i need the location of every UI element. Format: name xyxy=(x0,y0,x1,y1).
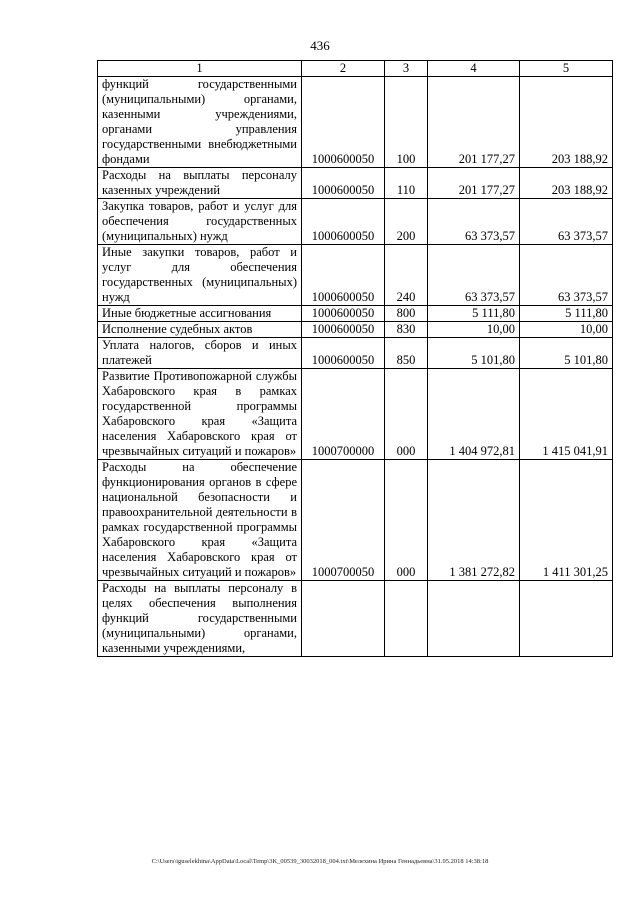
row-name-text: Расходы на обеспечение функционирования органов в сфере национальной безопасности и правоохранительной деятельности в рамках государственной программы Хабаровского края «Защита населения Хабаровского края от чрезвычайных ситуаций и пожаров» xyxy=(102,460,297,579)
table-row xyxy=(98,245,613,306)
row-name-text: Развитие Противопожарной службы Хабаровского края в рамках государственной программы Хабаровского края «Защита населения Хабаровского края от чрезвычайных ситуаций и пожаров» xyxy=(102,369,297,458)
row-sum-1-cell xyxy=(428,581,520,657)
table-header-row xyxy=(98,61,613,77)
column-header: 4 xyxy=(428,61,520,77)
table-row xyxy=(98,306,613,322)
row-code-cell: 1000600050 xyxy=(302,338,385,369)
row-name-text: Уплата налогов, сборов и иных платежей xyxy=(102,338,297,367)
row-name-text: Расходы на выплаты персоналу казенных учреждений xyxy=(102,168,297,197)
table-row xyxy=(98,77,613,168)
row-code-cell: 1000600050 xyxy=(302,245,385,306)
row-code-cell: 1000700050 xyxy=(302,460,385,581)
row-name-text: Иные закупки товаров, работ и услуг для обеспечения государственных (муниципальных) нужд xyxy=(102,245,297,304)
row-type-cell: 240 xyxy=(385,245,428,306)
row-sum-1-cell: 201 177,27 xyxy=(428,77,520,168)
row-sum-2-cell: 5 101,80 xyxy=(520,338,613,369)
row-name-cell xyxy=(98,338,302,369)
row-sum-1-cell: 201 177,27 xyxy=(428,168,520,199)
row-name-text: Расходы на выплаты персоналу в целях обеспечения выполнения функций государственными (муниципальными) органами, казенными учреждениями, xyxy=(102,581,297,655)
row-sum-1-cell: 63 373,57 xyxy=(428,199,520,245)
budget-table xyxy=(97,60,613,657)
row-sum-1-cell: 10,00 xyxy=(428,322,520,338)
row-name-cell xyxy=(98,199,302,245)
row-sum-1-cell: 63 373,57 xyxy=(428,245,520,306)
row-name-cell xyxy=(98,77,302,168)
row-code-cell: 1000600050 xyxy=(302,306,385,322)
row-code-cell: 1000600050 xyxy=(302,199,385,245)
row-sum-2-cell: 5 111,80 xyxy=(520,306,613,322)
row-type-cell: 110 xyxy=(385,168,428,199)
row-code-cell: 1000700000 xyxy=(302,369,385,460)
row-type-cell: 800 xyxy=(385,306,428,322)
row-sum-2-cell: 63 373,57 xyxy=(520,199,613,245)
row-type-cell: 850 xyxy=(385,338,428,369)
row-type-cell: 000 xyxy=(385,369,428,460)
table-row xyxy=(98,581,613,657)
row-sum-2-cell: 10,00 xyxy=(520,322,613,338)
table-row xyxy=(98,338,613,369)
row-name-text: Иные бюджетные ассигнования xyxy=(102,306,272,320)
row-code-cell: 1000600050 xyxy=(302,322,385,338)
table-row xyxy=(98,322,613,338)
row-name-cell xyxy=(98,322,302,338)
row-sum-2-cell: 1 415 041,91 xyxy=(520,369,613,460)
row-sum-2-cell: 63 373,57 xyxy=(520,245,613,306)
row-name-cell xyxy=(98,306,302,322)
row-code-cell: 1000600050 xyxy=(302,77,385,168)
table-row xyxy=(98,199,613,245)
row-code-cell xyxy=(302,581,385,657)
column-header: 3 xyxy=(385,61,428,77)
row-name-cell xyxy=(98,460,302,581)
column-header: 1 xyxy=(98,61,302,77)
column-header: 2 xyxy=(302,61,385,77)
footer-file-path: C:\Users\iguselekhina\AppData\Local\Temp\3K_00539_30032018_004.txt\Мелехина Ирина Геннадьевна\31.05.2018 14:38:18 xyxy=(151,858,489,865)
row-type-cell xyxy=(385,581,428,657)
table-row xyxy=(98,460,613,581)
table-row xyxy=(98,168,613,199)
row-name-cell xyxy=(98,369,302,460)
table-row xyxy=(98,369,613,460)
row-type-cell: 100 xyxy=(385,77,428,168)
row-sum-2-cell: 1 411 301,25 xyxy=(520,460,613,581)
row-sum-2-cell: 203 188,92 xyxy=(520,77,613,168)
page-number: 436 xyxy=(310,38,330,53)
row-name-cell xyxy=(98,581,302,657)
column-header: 5 xyxy=(520,61,613,77)
row-sum-1-cell: 1 381 272,82 xyxy=(428,460,520,581)
row-sum-1-cell: 5 101,80 xyxy=(428,338,520,369)
row-name-cell xyxy=(98,168,302,199)
row-sum-2-cell: 203 188,92 xyxy=(520,168,613,199)
row-code-cell: 1000600050 xyxy=(302,168,385,199)
row-sum-2-cell xyxy=(520,581,613,657)
row-name-text: Исполнение судебных актов xyxy=(102,322,253,336)
row-sum-1-cell: 5 111,80 xyxy=(428,306,520,322)
row-sum-1-cell: 1 404 972,81 xyxy=(428,369,520,460)
row-name-text: функций государственными (муниципальными) органами, казенными учреждениями, органами управления государственными внебюджетными фондами xyxy=(102,77,297,166)
row-type-cell: 000 xyxy=(385,460,428,581)
row-type-cell: 200 xyxy=(385,199,428,245)
row-name-text: Закупка товаров, работ и услуг для обеспечения государственных (муниципальных) нужд xyxy=(102,199,297,243)
row-name-cell xyxy=(98,245,302,306)
row-type-cell: 830 xyxy=(385,322,428,338)
